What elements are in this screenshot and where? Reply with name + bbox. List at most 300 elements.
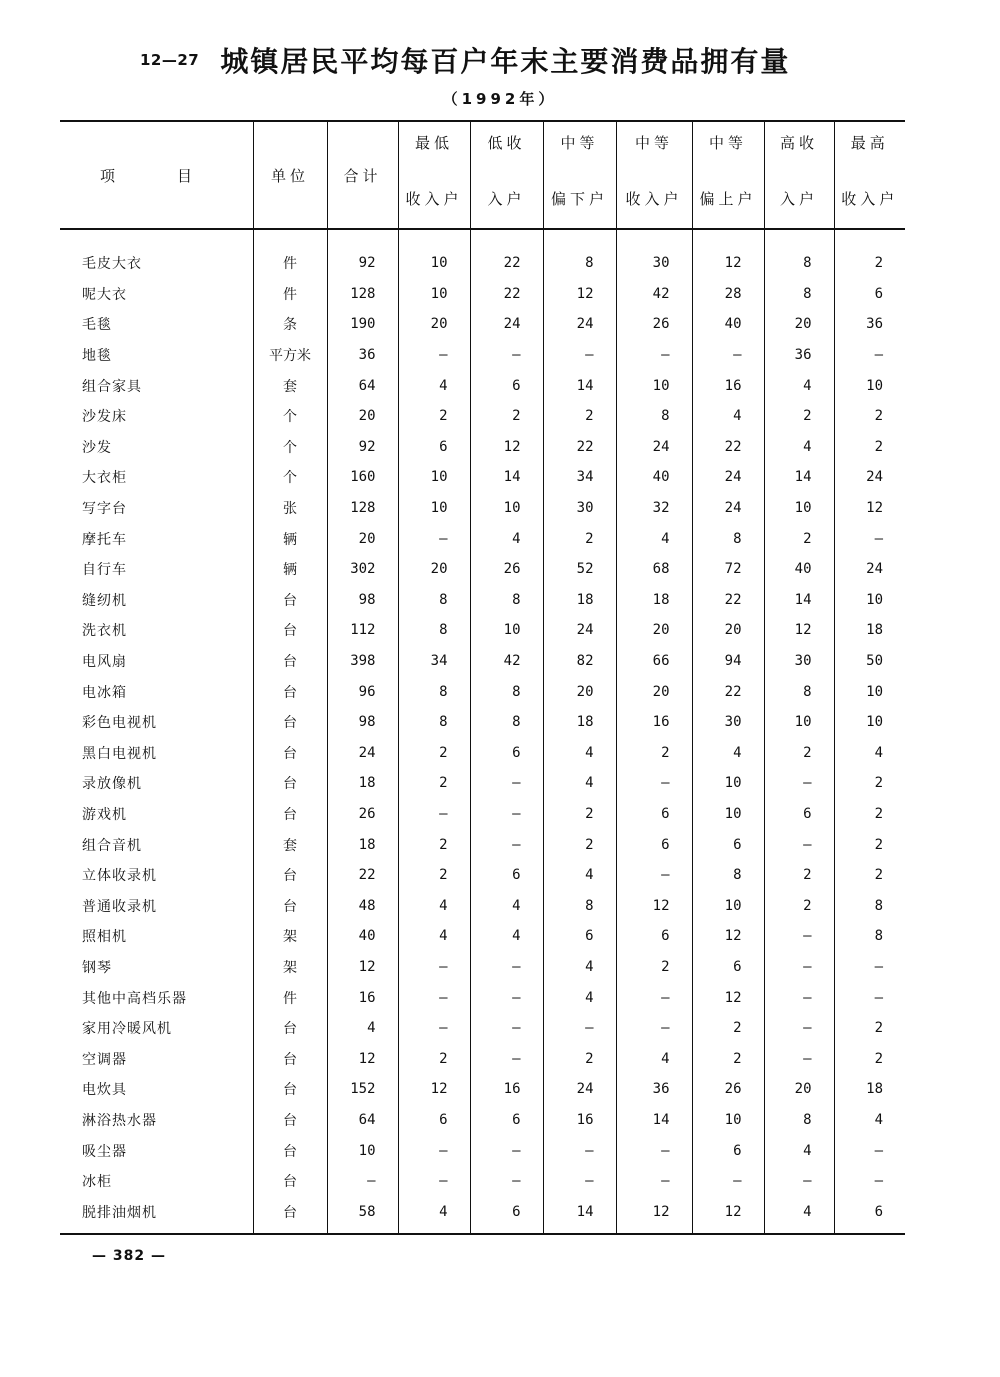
- row-group-value: 4: [616, 1043, 692, 1074]
- row-group-value: 18: [834, 615, 905, 646]
- row-group-value: 14: [764, 585, 834, 616]
- row-group-value: 2: [543, 829, 616, 860]
- row-item-name: 组合音机: [82, 837, 142, 854]
- row-group-value: 4: [834, 738, 905, 769]
- row-group-value: 82: [543, 646, 616, 677]
- table-row: [60, 1196, 905, 1234]
- row-group-value: 2: [692, 1043, 764, 1074]
- row-item-name: 沙发床: [82, 409, 127, 426]
- row-group-value: 14: [764, 462, 834, 493]
- row-group-value: —: [470, 768, 543, 799]
- row-group-value: 2: [834, 829, 905, 860]
- row-unit: 台: [253, 890, 327, 921]
- row-group-value: 6: [470, 1105, 543, 1136]
- row-group-value: 16: [470, 1074, 543, 1105]
- row-unit: 件: [253, 982, 327, 1013]
- table-row: [60, 554, 905, 585]
- row-group-value: —: [764, 982, 834, 1013]
- header-group-top: 中等: [616, 121, 692, 182]
- row-unit: 架: [253, 921, 327, 952]
- table-row: [60, 401, 905, 432]
- table-row: [60, 982, 905, 1013]
- row-unit: 台: [253, 768, 327, 799]
- row-group-value: 24: [834, 554, 905, 585]
- row-unit: 台: [253, 1105, 327, 1136]
- row-total-value: 64: [327, 370, 398, 401]
- row-group-value: 24: [616, 432, 692, 463]
- row-group-value: —: [398, 340, 470, 371]
- consumer-goods-table: [60, 120, 905, 1235]
- row-group-value: 6: [398, 1105, 470, 1136]
- row-group-value: —: [543, 1135, 616, 1166]
- header-group-bottom: 偏下户: [543, 182, 616, 229]
- row-unit: 个: [253, 401, 327, 432]
- row-group-value: —: [834, 1135, 905, 1166]
- row-group-value: 10: [834, 676, 905, 707]
- row-unit: 台: [253, 860, 327, 891]
- row-group-value: 14: [543, 1196, 616, 1234]
- row-total-value: 64: [327, 1105, 398, 1136]
- row-total-value: 4: [327, 1013, 398, 1044]
- row-group-value: 40: [616, 462, 692, 493]
- row-item-name: 组合家具: [82, 378, 142, 395]
- row-group-value: 8: [543, 248, 616, 279]
- row-group-value: —: [470, 982, 543, 1013]
- row-total-value: 12: [327, 952, 398, 983]
- row-group-value: 10: [470, 493, 543, 524]
- table-row: [60, 799, 905, 830]
- row-group-value: 2: [543, 799, 616, 830]
- row-group-value: 42: [616, 279, 692, 310]
- row-unit: 台: [253, 1166, 327, 1197]
- row-group-value: 8: [764, 676, 834, 707]
- table-row: [60, 707, 905, 738]
- row-group-value: 10: [692, 768, 764, 799]
- row-group-value: 52: [543, 554, 616, 585]
- row-group-value: 20: [764, 309, 834, 340]
- row-group-value: 40: [764, 554, 834, 585]
- row-group-value: 22: [470, 279, 543, 310]
- row-group-value: 8: [616, 401, 692, 432]
- row-group-value: 12: [398, 1074, 470, 1105]
- row-group-value: 26: [470, 554, 543, 585]
- header-group-bottom: 收入户: [616, 182, 692, 229]
- row-item-name: 普通收录机: [82, 898, 157, 915]
- row-group-value: —: [616, 982, 692, 1013]
- row-group-value: —: [470, 1043, 543, 1074]
- header-group-top: 低收: [470, 121, 543, 182]
- table-row: [60, 1074, 905, 1105]
- row-unit: 辆: [253, 554, 327, 585]
- row-group-value: 2: [398, 768, 470, 799]
- row-item-name: 淋浴热水器: [82, 1112, 157, 1129]
- row-group-value: —: [398, 1013, 470, 1044]
- row-unit: 台: [253, 615, 327, 646]
- header-spacer: [60, 229, 905, 248]
- row-group-value: 4: [764, 1135, 834, 1166]
- row-group-value: 4: [470, 523, 543, 554]
- row-total-value: 58: [327, 1196, 398, 1234]
- row-group-value: —: [616, 860, 692, 891]
- row-total-value: 96: [327, 676, 398, 707]
- row-group-value: 20: [616, 676, 692, 707]
- row-group-value: 18: [616, 585, 692, 616]
- row-group-value: 10: [692, 1105, 764, 1136]
- table-row: [60, 432, 905, 463]
- table-row: [60, 279, 905, 310]
- table-row: [60, 1105, 905, 1136]
- row-group-value: 10: [398, 493, 470, 524]
- row-group-value: —: [692, 1166, 764, 1197]
- row-unit: 条: [253, 309, 327, 340]
- row-group-value: —: [764, 768, 834, 799]
- row-item-name: 游戏机: [82, 806, 127, 823]
- row-group-value: 12: [692, 982, 764, 1013]
- row-group-value: 8: [764, 248, 834, 279]
- header-group-top: 中等: [543, 121, 616, 182]
- row-item-name: 家用冷暖风机: [82, 1021, 172, 1038]
- row-group-value: 2: [834, 799, 905, 830]
- table-row: [60, 860, 905, 891]
- table-row: [60, 585, 905, 616]
- row-item-name: 写字台: [82, 501, 127, 518]
- row-item-name: 电冰箱: [82, 684, 127, 701]
- row-group-value: 4: [398, 921, 470, 952]
- row-unit: 台: [253, 1074, 327, 1105]
- table-row: [60, 1166, 905, 1197]
- row-group-value: 8: [398, 585, 470, 616]
- row-group-value: 68: [616, 554, 692, 585]
- table-row: [60, 646, 905, 677]
- row-total-value: 18: [327, 829, 398, 860]
- row-group-value: 10: [764, 707, 834, 738]
- row-group-value: —: [764, 1043, 834, 1074]
- row-group-value: 6: [764, 799, 834, 830]
- row-total-value: 36: [327, 340, 398, 371]
- row-group-value: 8: [764, 1105, 834, 1136]
- row-group-value: 20: [398, 554, 470, 585]
- header-group-bottom: 偏上户: [692, 182, 764, 229]
- row-group-value: 12: [764, 615, 834, 646]
- row-group-value: —: [616, 340, 692, 371]
- row-group-value: 32: [616, 493, 692, 524]
- page-number: — 382 —: [92, 1248, 166, 1264]
- row-group-value: 12: [616, 1196, 692, 1234]
- row-item-name: 沙发: [82, 439, 112, 456]
- row-group-value: 2: [834, 248, 905, 279]
- row-group-value: 4: [764, 1196, 834, 1234]
- header-total: 合计: [327, 121, 398, 229]
- row-total-value: 160: [327, 462, 398, 493]
- row-group-value: 4: [543, 738, 616, 769]
- row-item-name: 电风扇: [82, 654, 127, 671]
- table-row: [60, 309, 905, 340]
- row-group-value: —: [398, 523, 470, 554]
- row-group-value: 14: [616, 1105, 692, 1136]
- header-group-top: 高收: [764, 121, 834, 182]
- row-group-value: —: [834, 1166, 905, 1197]
- row-group-value: 24: [543, 615, 616, 646]
- row-unit: 台: [253, 585, 327, 616]
- row-group-value: —: [398, 1166, 470, 1197]
- header-group-bottom: 收入户: [834, 182, 905, 229]
- row-total-value: 398: [327, 646, 398, 677]
- row-unit: 件: [253, 248, 327, 279]
- row-total-value: 112: [327, 615, 398, 646]
- row-group-value: 2: [834, 860, 905, 891]
- header-group-top: 最低: [398, 121, 470, 182]
- row-group-value: 12: [543, 279, 616, 310]
- row-group-value: 8: [470, 707, 543, 738]
- row-group-value: —: [692, 340, 764, 371]
- row-group-value: 22: [692, 676, 764, 707]
- row-group-value: 6: [616, 799, 692, 830]
- row-group-value: 6: [834, 1196, 905, 1234]
- row-group-value: 72: [692, 554, 764, 585]
- row-group-value: 2: [834, 768, 905, 799]
- row-unit: 平方米: [253, 340, 327, 371]
- row-unit: 架: [253, 952, 327, 983]
- row-item-name: 脱排油烟机: [60, 1196, 253, 1234]
- row-group-value: 10: [764, 493, 834, 524]
- row-unit: 辆: [253, 523, 327, 554]
- row-group-value: —: [470, 340, 543, 371]
- row-group-value: 4: [543, 768, 616, 799]
- row-group-value: 10: [398, 462, 470, 493]
- row-group-value: 18: [543, 707, 616, 738]
- row-total-value: 24: [327, 738, 398, 769]
- row-unit: 台: [253, 1013, 327, 1044]
- table-row: [60, 921, 905, 952]
- row-group-value: 8: [470, 585, 543, 616]
- row-group-value: 24: [543, 309, 616, 340]
- row-group-value: —: [398, 952, 470, 983]
- table-row: [60, 738, 905, 769]
- row-group-value: 8: [543, 890, 616, 921]
- row-total-value: 190: [327, 309, 398, 340]
- row-group-value: 12: [470, 432, 543, 463]
- row-group-value: 4: [692, 401, 764, 432]
- row-unit: 台: [253, 646, 327, 677]
- header-group-bottom: 入户: [764, 182, 834, 229]
- row-item-name: 毛皮大衣: [82, 256, 142, 273]
- row-group-value: 12: [692, 921, 764, 952]
- row-total-value: 92: [327, 432, 398, 463]
- row-group-value: 24: [470, 309, 543, 340]
- row-group-value: 8: [834, 890, 905, 921]
- row-item-name: 摩托车: [82, 531, 127, 548]
- row-item-name: 毛毯: [82, 317, 112, 334]
- header-item-char-1: 项: [100, 166, 116, 185]
- row-group-value: —: [616, 1013, 692, 1044]
- row-item-name: 录放像机: [82, 776, 142, 793]
- row-group-value: 6: [692, 952, 764, 983]
- row-unit: 台: [253, 1135, 327, 1166]
- row-group-value: 36: [616, 1074, 692, 1105]
- row-group-value: 10: [398, 279, 470, 310]
- row-group-value: 2: [692, 1013, 764, 1044]
- row-group-value: 30: [764, 646, 834, 677]
- row-total-value: 20: [327, 523, 398, 554]
- row-group-value: 12: [616, 890, 692, 921]
- table-title: [140, 40, 790, 80]
- row-unit: 套: [253, 829, 327, 860]
- row-total-value: 128: [327, 279, 398, 310]
- row-unit: 台: [253, 707, 327, 738]
- row-total-value: 20: [327, 401, 398, 432]
- row-group-value: —: [543, 1013, 616, 1044]
- row-group-value: —: [398, 982, 470, 1013]
- header-item: [60, 121, 253, 229]
- row-group-value: 6: [470, 370, 543, 401]
- row-item-name: 缝纫机: [82, 592, 127, 609]
- row-item-name: 钢琴: [82, 959, 112, 976]
- row-group-value: 16: [543, 1105, 616, 1136]
- row-group-value: 6: [470, 860, 543, 891]
- row-group-value: 6: [398, 432, 470, 463]
- row-group-value: 16: [692, 370, 764, 401]
- table-row: [60, 340, 905, 371]
- row-unit: 个: [253, 462, 327, 493]
- row-group-value: 4: [764, 432, 834, 463]
- row-group-value: 4: [834, 1105, 905, 1136]
- row-total-value: 16: [327, 982, 398, 1013]
- row-unit: 台: [253, 1196, 327, 1234]
- row-group-value: 8: [692, 860, 764, 891]
- table-title-text: 城镇居民平均每百户年末主要消费品拥有量: [220, 45, 791, 78]
- row-group-value: 66: [616, 646, 692, 677]
- row-group-value: 2: [543, 523, 616, 554]
- row-group-value: 2: [543, 401, 616, 432]
- table-row: [60, 462, 905, 493]
- row-unit: 套: [253, 370, 327, 401]
- row-item-name: 呢大衣: [82, 286, 127, 303]
- row-group-value: —: [764, 1166, 834, 1197]
- row-group-value: 10: [616, 370, 692, 401]
- row-total-value: 18: [327, 768, 398, 799]
- row-group-value: 4: [543, 952, 616, 983]
- row-group-value: 6: [692, 1135, 764, 1166]
- row-group-value: 8: [692, 523, 764, 554]
- row-group-value: 12: [834, 493, 905, 524]
- row-group-value: 20: [616, 615, 692, 646]
- row-group-value: 30: [692, 707, 764, 738]
- row-group-value: 22: [543, 432, 616, 463]
- row-group-value: —: [616, 768, 692, 799]
- row-group-value: 10: [692, 890, 764, 921]
- table-row: [60, 952, 905, 983]
- row-group-value: —: [543, 1166, 616, 1197]
- table-row: [60, 615, 905, 646]
- row-group-value: 14: [470, 462, 543, 493]
- row-item-name: 黑白电视机: [82, 745, 157, 762]
- row-group-value: 6: [692, 829, 764, 860]
- row-group-value: 4: [616, 523, 692, 554]
- header-group-top: 最高: [834, 121, 905, 182]
- row-group-value: —: [398, 1135, 470, 1166]
- row-group-value: 22: [692, 585, 764, 616]
- header-item-char-2: 目: [177, 166, 193, 185]
- row-group-value: 4: [398, 890, 470, 921]
- row-item-name: 空调器: [82, 1051, 127, 1068]
- row-total-value: 10: [327, 1135, 398, 1166]
- table-row: [60, 829, 905, 860]
- row-total-value: —: [327, 1166, 398, 1197]
- row-group-value: 2: [398, 860, 470, 891]
- row-group-value: 2: [543, 1043, 616, 1074]
- row-group-value: 26: [616, 309, 692, 340]
- table-row: [60, 890, 905, 921]
- row-group-value: 20: [398, 309, 470, 340]
- row-item-name: 立体收录机: [82, 868, 157, 885]
- row-group-value: —: [834, 952, 905, 983]
- row-group-value: 20: [764, 1074, 834, 1105]
- row-group-value: 20: [543, 676, 616, 707]
- row-unit: 个: [253, 432, 327, 463]
- row-group-value: 2: [764, 738, 834, 769]
- row-group-value: —: [470, 1135, 543, 1166]
- row-group-value: —: [834, 523, 905, 554]
- row-group-value: 6: [470, 1196, 543, 1234]
- row-item-name: 吸尘器: [82, 1143, 127, 1160]
- row-group-value: 8: [398, 615, 470, 646]
- row-group-value: 8: [470, 676, 543, 707]
- table-body: [60, 229, 905, 1234]
- row-group-value: 24: [834, 462, 905, 493]
- row-group-value: 4: [692, 738, 764, 769]
- row-total-value: 152: [327, 1074, 398, 1105]
- table-number: 12—27: [140, 51, 200, 69]
- header-group-bottom: 入户: [470, 182, 543, 229]
- row-group-value: 50: [834, 646, 905, 677]
- row-total-value: 40: [327, 921, 398, 952]
- row-group-value: 18: [834, 1074, 905, 1105]
- row-group-value: 28: [692, 279, 764, 310]
- row-group-value: —: [543, 340, 616, 371]
- row-total-value: 48: [327, 890, 398, 921]
- row-group-value: 2: [764, 401, 834, 432]
- table-row: [60, 1013, 905, 1044]
- row-group-value: —: [470, 829, 543, 860]
- row-group-value: 26: [692, 1074, 764, 1105]
- row-group-value: 10: [470, 615, 543, 646]
- row-group-value: 36: [834, 309, 905, 340]
- row-group-value: 30: [616, 248, 692, 279]
- row-group-value: 2: [398, 401, 470, 432]
- row-group-value: 10: [834, 707, 905, 738]
- row-group-value: 8: [764, 279, 834, 310]
- row-total-value: 22: [327, 860, 398, 891]
- row-group-value: —: [398, 799, 470, 830]
- row-group-value: 6: [616, 921, 692, 952]
- row-group-value: —: [764, 1013, 834, 1044]
- table-row: [60, 1043, 905, 1074]
- row-group-value: —: [764, 829, 834, 860]
- row-group-value: 4: [543, 982, 616, 1013]
- row-group-value: 4: [398, 1196, 470, 1234]
- row-group-value: 6: [834, 279, 905, 310]
- row-item-name: 其他中高档乐器: [82, 990, 187, 1007]
- row-group-value: 4: [764, 370, 834, 401]
- row-group-value: 22: [692, 432, 764, 463]
- row-group-value: 8: [398, 707, 470, 738]
- row-group-value: 2: [834, 401, 905, 432]
- table-row: [60, 493, 905, 524]
- row-group-value: 2: [834, 432, 905, 463]
- row-unit: 台: [253, 738, 327, 769]
- row-group-value: 34: [398, 646, 470, 677]
- row-group-value: 2: [764, 890, 834, 921]
